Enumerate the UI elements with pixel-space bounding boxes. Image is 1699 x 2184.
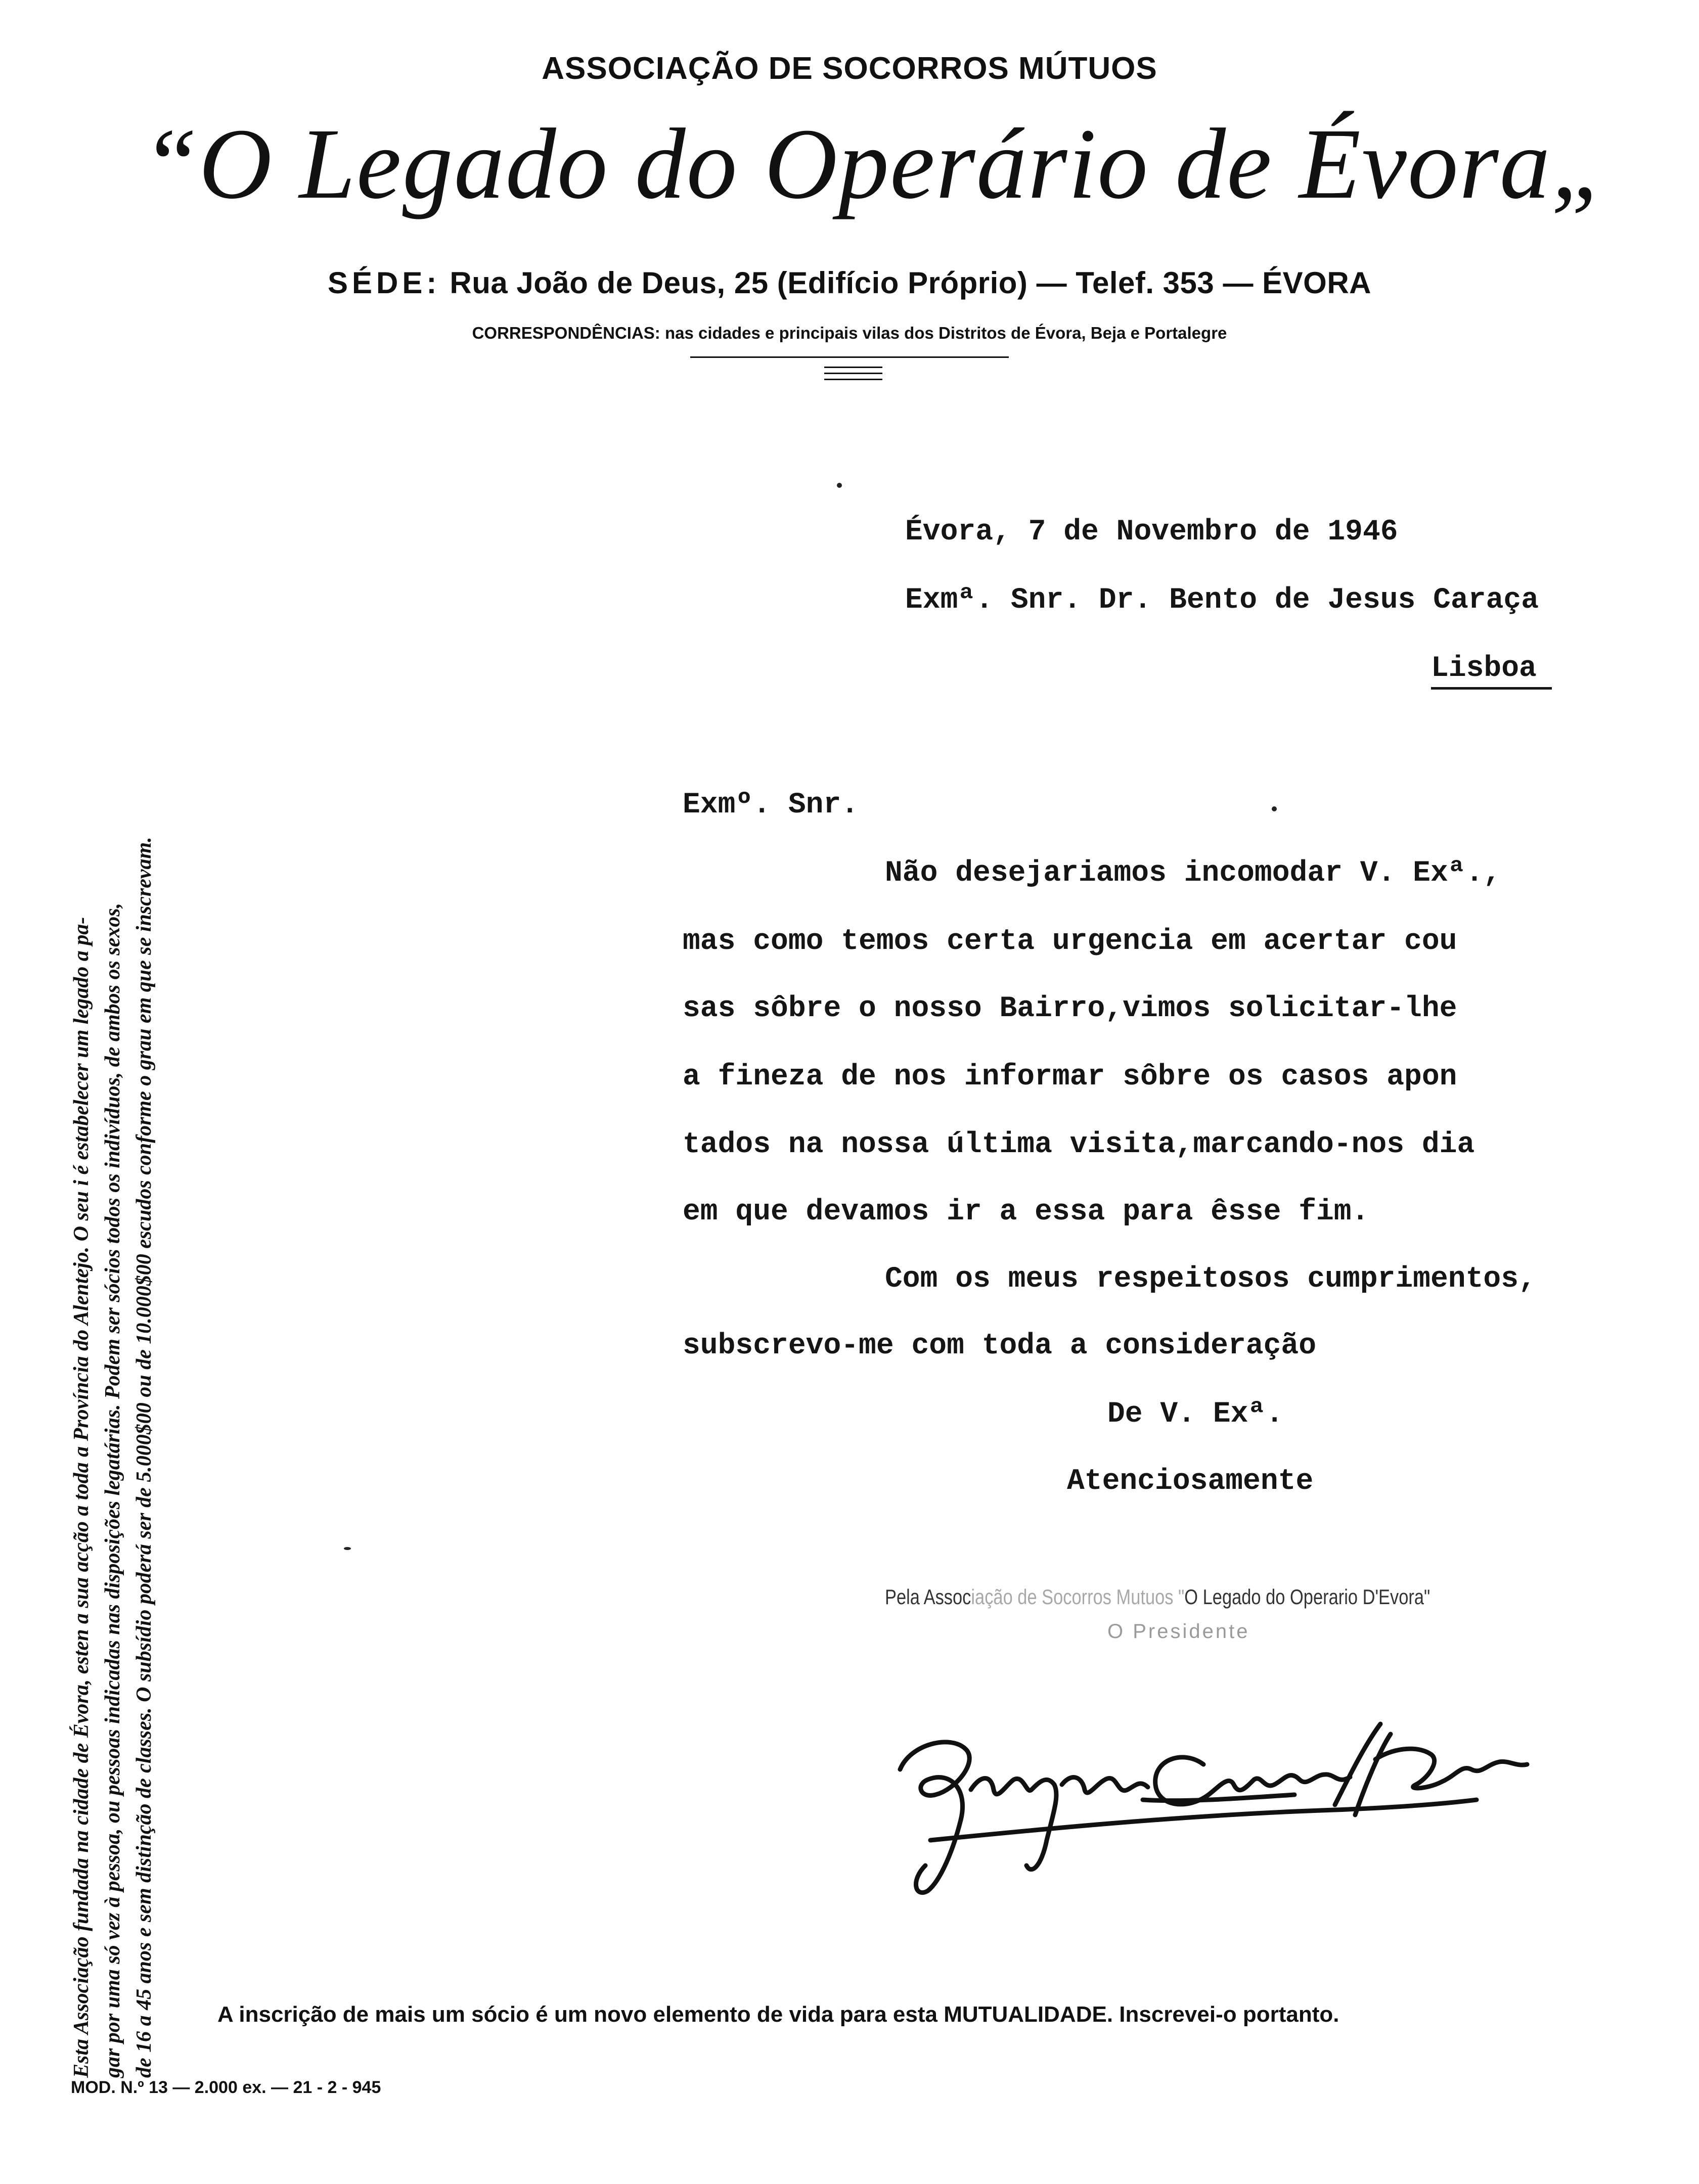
signature-stroke — [1062, 1778, 1148, 1793]
letter-closing-line: De V. Exª. — [1107, 1398, 1284, 1431]
stamp-text-end: O Legado do Operario D'Evora" — [1184, 1585, 1430, 1609]
letter-date: Évora, 7 de Novembro de 1946 — [905, 516, 1398, 549]
header-rule-short — [824, 373, 882, 374]
signature-stroke — [1375, 1749, 1527, 1788]
association-title: ASSOCIAÇÃO DE SOCORROS MÚTUOS — [542, 51, 1157, 86]
letter-city: Lisboa — [1431, 652, 1552, 690]
organization-name: “O Legado do Operário de Évora„ — [142, 108, 1608, 220]
side-text-line: gar por uma só vez à pessoa, ou pessoas indicadas nas disposições legatárias. Podem ser sócios todos os indivíduos, de ambos os sexos, — [101, 902, 124, 2078]
paper-speck — [1272, 806, 1277, 811]
signature-stamp — [885, 1585, 1430, 1609]
letter-body-line: em que devamos ir a essa para êsse fim. — [683, 1196, 1369, 1228]
letter-body-line: tados na nossa última visita,marcando-nos dia — [683, 1128, 1475, 1161]
signature-stroke — [930, 1800, 1477, 1840]
letter-body-line: sas sôbre o nosso Bairro,vimos solicitar-lhe — [683, 992, 1457, 1025]
signature-stroke — [971, 1779, 1056, 1870]
stamp-text-bold: Pela Assoc — [885, 1585, 971, 1609]
footer-slogan: A inscrição de mais um sócio é um novo elemento de vida para esta MUTUALIDADE. Inscrevei-o portanto. — [217, 2002, 1339, 2027]
sede-address: Rua João de Deus, 25 (Edifício Próprio) — Telef. 353 — ÉVORA — [450, 266, 1371, 300]
side-statutes-text — [66, 359, 160, 2078]
signature-stroke — [1355, 1734, 1391, 1815]
correspondence-note: CORRESPONDÊNCIAS: nas cidades e principais vilas dos Distritos de Évora, Beja e Portalegre — [472, 324, 1227, 342]
stamp-text-faint: iação de Socorros Mutuos " — [971, 1585, 1185, 1609]
letter-body-line: a fineza de nos informar sôbre os casos apon — [683, 1061, 1457, 1094]
paper-speck — [344, 1547, 351, 1550]
letter-salutation: Exmº. Snr. — [683, 789, 859, 822]
headquarters-address — [0, 265, 1699, 300]
paper-speck — [837, 483, 842, 488]
letter-closing-line: subscrevo-me com toda a consideração — [683, 1330, 1317, 1362]
letter-body-line: mas como temos certa urgencia em acertar cou — [683, 925, 1457, 958]
signature-stroke — [900, 1742, 969, 1893]
form-model-number: MOD. N.º 13 — 2.000 ex. — 21 - 2 - 945 — [71, 2078, 381, 2097]
header-rule-short — [824, 379, 882, 380]
side-text-line: Esta Associação fundada na cidade de Évora, esten a sua acção a toda a Província do Alentejo. O seu i é estabelecer um legado a pa- — [70, 917, 93, 2078]
side-text-line: de 16 a 45 anos e sem distinção de classes. O subsídio poderá ser de 5.000$00 ou de 10.000$00 escudos conforme o grau em que se inscrevam. — [132, 837, 156, 2078]
header-rule — [690, 356, 1009, 358]
stamp-president: O Presidente — [1107, 1620, 1250, 1643]
letter-closing-line: Atenciosamente — [1067, 1465, 1314, 1498]
letter-recipient: Exmª. Snr. Dr. Bento de Jesus Caraça — [905, 584, 1539, 617]
letter-closing-line: Com os meus respeitosos cumprimentos, — [885, 1263, 1536, 1296]
letter-body-line: Não desejariamos incomodar V. Exª., — [885, 857, 1501, 890]
sede-label: SÉDE: — [328, 266, 441, 300]
handwritten-signature — [880, 1714, 1537, 1906]
signature-stroke — [1143, 1795, 1294, 1801]
header-rule-short — [824, 367, 882, 368]
